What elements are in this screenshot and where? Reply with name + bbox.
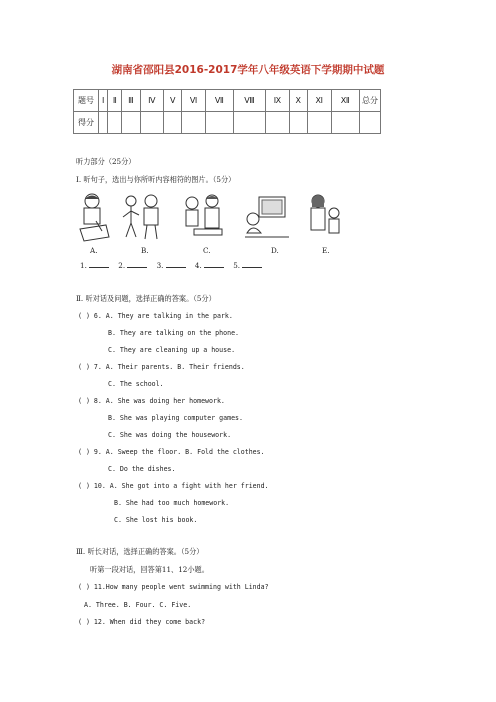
picture-label-a: A. xyxy=(90,246,98,255)
picture-label-b: B. xyxy=(141,246,149,255)
score-table-label: 得分 xyxy=(74,112,99,134)
answer-blank[interactable] xyxy=(89,260,109,268)
score-table-score-row xyxy=(74,112,381,134)
score-table-col: Ⅰ xyxy=(99,90,108,112)
score-table-col: Ⅲ xyxy=(122,90,140,112)
score-table-col: Ⅺ xyxy=(307,90,331,112)
question-option: B. They are talking on the phone. xyxy=(108,329,240,337)
score-table-col: Ⅻ xyxy=(331,90,359,112)
score-cell xyxy=(266,112,289,134)
section2-heading: Ⅱ. 听对话及问题，选择正确的答案。（5分） xyxy=(76,294,216,303)
answer-blank[interactable] xyxy=(204,260,224,268)
score-table-col: Ⅵ xyxy=(182,90,206,112)
picture-e-mother-child-icon xyxy=(304,191,346,243)
score-cell xyxy=(205,112,233,134)
question-option: C. They are cleaning up a house. xyxy=(108,346,236,354)
score-cell xyxy=(360,112,381,134)
score-table-col: Ⅸ xyxy=(266,90,289,112)
score-cell xyxy=(289,112,307,134)
picture-label-d: D. xyxy=(271,246,279,255)
score-table-total: 总分 xyxy=(360,90,381,112)
score-cell xyxy=(307,112,331,134)
score-cell xyxy=(140,112,164,134)
picture-d-tv-icon xyxy=(243,193,291,241)
blank-number: 4. xyxy=(194,261,202,270)
score-cell xyxy=(182,112,206,134)
question-line: ( ) 11.How many people went swimming with Linda? xyxy=(78,583,269,591)
score-table-col: Ⅹ xyxy=(289,90,307,112)
section3-heading: Ⅲ. 听长对话，选择正确的答案。（5分） xyxy=(76,547,204,556)
page-title: 湖南省邵阳县2016-2017学年八年级英语下学期期中试题 xyxy=(111,64,385,76)
blank-number: 2. xyxy=(118,261,126,270)
section3-subheading: 听第一段对话，回答第11、12小题。 xyxy=(90,565,209,574)
question-line: ( ) 9. A. Sweep the floor. B. Fold the clothes. xyxy=(78,448,265,456)
score-table-header-row xyxy=(74,90,381,112)
score-table-col: Ⅴ xyxy=(164,90,182,112)
question-option: B. She had too much homework. xyxy=(114,499,230,507)
score-table-label: 题号 xyxy=(74,90,99,112)
blank-number: 1. xyxy=(80,261,87,270)
blank-number: 3. xyxy=(156,261,164,270)
answer-blank[interactable] xyxy=(242,260,262,268)
picture-label-c: C. xyxy=(203,246,211,255)
picture-c-family-icon xyxy=(180,191,228,243)
question-option: B. She was playing computer games. xyxy=(108,414,243,422)
question-line: ( ) 7. A. Their parents. B. Their friends. xyxy=(78,363,245,371)
score-cell xyxy=(99,112,108,134)
score-table-col: Ⅷ xyxy=(233,90,265,112)
picture-b-two-men-icon xyxy=(117,191,167,243)
score-table-col: Ⅳ xyxy=(140,90,164,112)
answer-blank[interactable] xyxy=(166,260,186,268)
answer-blank-row xyxy=(80,260,262,270)
question-option: A. Three. B. Four. C. Five. xyxy=(84,601,192,609)
score-table-col: Ⅶ xyxy=(205,90,233,112)
picture-a-boy-writing-icon xyxy=(76,191,112,243)
question-line: ( ) 10. A. She got into a fight with her friend. xyxy=(78,482,269,490)
listening-heading: 听力部分（25分） xyxy=(76,157,136,166)
question-option: C. Do the dishes. xyxy=(108,465,176,473)
picture-label-e: E. xyxy=(322,246,330,255)
blank-number: 5. xyxy=(233,261,241,270)
answer-blank[interactable] xyxy=(127,260,147,268)
score-cell xyxy=(233,112,265,134)
score-cell xyxy=(164,112,182,134)
section1-heading: Ⅰ. 听句子，选出与你所听内容相符的图片。（5分） xyxy=(76,175,236,184)
question-option: C. She lost his book. xyxy=(114,516,198,524)
question-option: C. The school. xyxy=(108,380,164,388)
score-table xyxy=(73,89,381,134)
score-cell xyxy=(331,112,359,134)
score-table-col: Ⅱ xyxy=(108,90,122,112)
score-cell xyxy=(108,112,122,134)
score-cell xyxy=(122,112,140,134)
question-option: C. She was doing the housework. xyxy=(108,431,232,439)
question-line: ( ) 6. A. They are talking in the park. xyxy=(78,312,233,320)
question-line: ( ) 8. A. She was doing her homework. xyxy=(78,397,225,405)
question-line: ( ) 12. When did they come back? xyxy=(78,618,206,626)
